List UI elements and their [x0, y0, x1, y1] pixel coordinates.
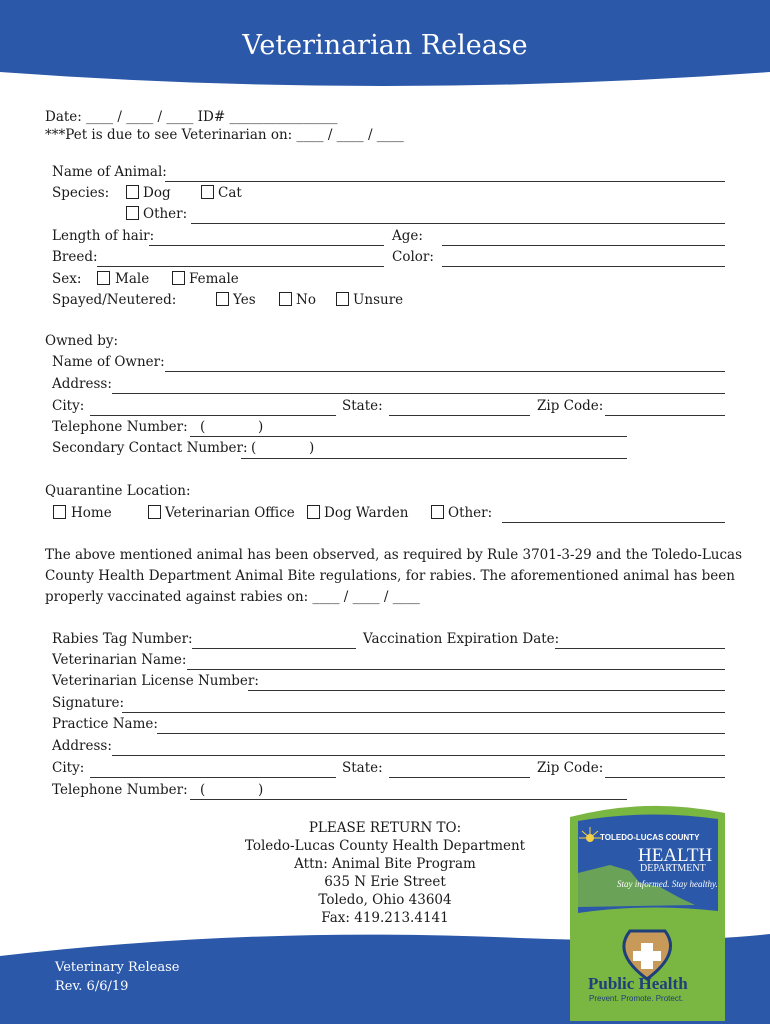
- return-attn: Attn: Animal Bite Program: [294, 856, 476, 872]
- quarantine-other-field[interactable]: [502, 522, 725, 523]
- species-label: Species:: [52, 185, 110, 201]
- logo-department: DEPARTMENT: [640, 863, 706, 874]
- statement-line-1: The above mentioned animal has been observed, as required by Rule 3701-3-29 and the Toledo-Lucas: [45, 547, 743, 563]
- age-label: Age:: [392, 228, 423, 244]
- spayed-yes-label: Yes: [233, 292, 256, 308]
- male-label: Male: [115, 271, 150, 287]
- vet-address-label: Address:: [52, 738, 112, 754]
- quarantine-vet-checkbox[interactable]: [148, 505, 161, 519]
- owner-name-label: Name of Owner:: [52, 354, 165, 370]
- animal-name-label: Name of Animal:: [52, 164, 167, 180]
- breed-field[interactable]: [97, 266, 384, 267]
- other-species-label: Other:: [143, 206, 188, 222]
- vet-name-field[interactable]: [187, 669, 725, 670]
- owner-zip-field[interactable]: [605, 415, 725, 416]
- rabies-tag-field[interactable]: [192, 648, 356, 649]
- spayed-unsure-label: Unsure: [353, 292, 404, 308]
- male-checkbox[interactable]: [97, 271, 110, 285]
- cat-label: Cat: [218, 185, 242, 201]
- statement-line-3: properly vaccinated against rabies on: ____ / ____ / ____: [45, 589, 420, 605]
- rabies-tag-label: Rabies Tag Number:: [52, 631, 193, 647]
- dog-label: Dog: [143, 185, 171, 201]
- logo-health: HEALTH: [638, 845, 713, 866]
- owner-address-label: Address:: [52, 376, 112, 392]
- animal-name-field[interactable]: [165, 181, 725, 182]
- vet-city-label: City:: [52, 760, 85, 776]
- vet-zip-label: Zip Code:: [537, 760, 604, 776]
- quarantine-home-label: Home: [71, 505, 112, 521]
- owned-by-heading: Owned by:: [45, 333, 119, 349]
- owner-address-field[interactable]: [112, 393, 725, 394]
- vet-license-field[interactable]: [248, 690, 725, 691]
- secondary-contact-field[interactable]: [241, 458, 627, 459]
- practice-name-field[interactable]: [157, 733, 725, 734]
- logo-county: TOLEDO-LUCAS COUNTY: [600, 833, 700, 842]
- quarantine-home-checkbox[interactable]: [53, 505, 66, 519]
- other-species-checkbox[interactable]: [126, 206, 139, 220]
- quarantine-other-label: Other:: [448, 505, 493, 521]
- spayed-no-label: No: [296, 292, 316, 308]
- owner-zip-label: Zip Code:: [537, 398, 604, 414]
- practice-name-label: Practice Name:: [52, 716, 158, 732]
- owner-state-field[interactable]: [389, 415, 530, 416]
- statement-line-2: County Health Department Animal Bite regulations, for rabies. The aforementioned animal has been: [45, 568, 735, 584]
- secondary-contact-label: Secondary Contact Number:: [52, 440, 248, 456]
- signature-field[interactable]: [122, 712, 725, 713]
- vet-phone-field[interactable]: [190, 799, 627, 800]
- breed-label: Breed:: [52, 249, 98, 265]
- spayed-yes-checkbox[interactable]: [216, 292, 229, 306]
- footer-form-name: Veterinary Release: [55, 960, 180, 975]
- quarantine-heading: Quarantine Location:: [45, 483, 191, 499]
- owner-phone-paren-open: (: [200, 419, 206, 435]
- owner-state-label: State:: [342, 398, 383, 414]
- spayed-unsure-checkbox[interactable]: [336, 292, 349, 306]
- due-date-line: ***Pet is due to see Veterinarian on: ____ / ____ / ____: [45, 127, 404, 143]
- hair-field[interactable]: [149, 245, 384, 246]
- dog-checkbox[interactable]: [126, 185, 139, 199]
- logo-tagline: Stay informed. Stay healthy.: [617, 879, 718, 889]
- return-street: 635 N Erie Street: [324, 874, 446, 890]
- footer-revision: Rev. 6/6/19: [55, 979, 129, 994]
- owner-name-field[interactable]: [165, 371, 725, 372]
- cat-checkbox[interactable]: [201, 185, 214, 199]
- vet-name-label: Veterinarian Name:: [52, 652, 187, 668]
- owner-phone-field[interactable]: [190, 436, 627, 437]
- female-label: Female: [189, 271, 239, 287]
- vet-phone-paren-close: ): [258, 782, 264, 798]
- spayed-no-checkbox[interactable]: [279, 292, 292, 306]
- quarantine-vet-label: Veterinarian Office: [165, 505, 295, 521]
- return-heading: PLEASE RETURN TO:: [308, 820, 462, 836]
- date-id-line: Date: ____ / ____ / ____ ID# ________________: [45, 109, 338, 125]
- age-field[interactable]: [442, 245, 725, 246]
- other-species-field[interactable]: [191, 223, 725, 224]
- quarantine-other-checkbox[interactable]: [431, 505, 444, 519]
- secondary-paren-open: (: [251, 440, 257, 456]
- expiration-field[interactable]: [555, 648, 725, 649]
- return-fax: Fax: 419.213.4141: [321, 910, 449, 926]
- vet-city-field[interactable]: [90, 777, 336, 778]
- logo-public-health: Public Health: [588, 974, 688, 993]
- owner-city-field[interactable]: [90, 415, 336, 416]
- vet-phone-label: Telephone Number:: [52, 782, 188, 798]
- color-field[interactable]: [442, 266, 725, 267]
- return-org: Toledo-Lucas County Health Department: [244, 838, 526, 854]
- sex-label: Sex:: [52, 271, 82, 287]
- vet-license-label: Veterinarian License Number:: [52, 673, 259, 689]
- secondary-paren-close: ): [309, 440, 315, 456]
- owner-city-label: City:: [52, 398, 85, 414]
- vet-phone-paren-open: (: [200, 782, 206, 798]
- page-title: Veterinarian Release: [242, 30, 528, 61]
- hair-label: Length of hair:: [52, 228, 155, 244]
- return-city: Toledo, Ohio 43604: [318, 892, 452, 908]
- signature-label: Signature:: [52, 695, 125, 711]
- logo-motto: Prevent. Promote. Protect.: [589, 994, 684, 1003]
- quarantine-warden-checkbox[interactable]: [307, 505, 320, 519]
- vet-state-label: State:: [342, 760, 383, 776]
- vet-zip-field[interactable]: [605, 777, 725, 778]
- owner-phone-paren-close: ): [258, 419, 264, 435]
- female-checkbox[interactable]: [172, 271, 185, 285]
- color-label: Color:: [392, 249, 434, 265]
- quarantine-warden-label: Dog Warden: [324, 505, 409, 521]
- vet-address-field[interactable]: [112, 755, 725, 756]
- expiration-label: Vaccination Expiration Date:: [363, 631, 560, 647]
- spayed-label: Spayed/Neutered:: [52, 292, 177, 308]
- vet-state-field[interactable]: [389, 777, 530, 778]
- owner-phone-label: Telephone Number:: [52, 419, 188, 435]
